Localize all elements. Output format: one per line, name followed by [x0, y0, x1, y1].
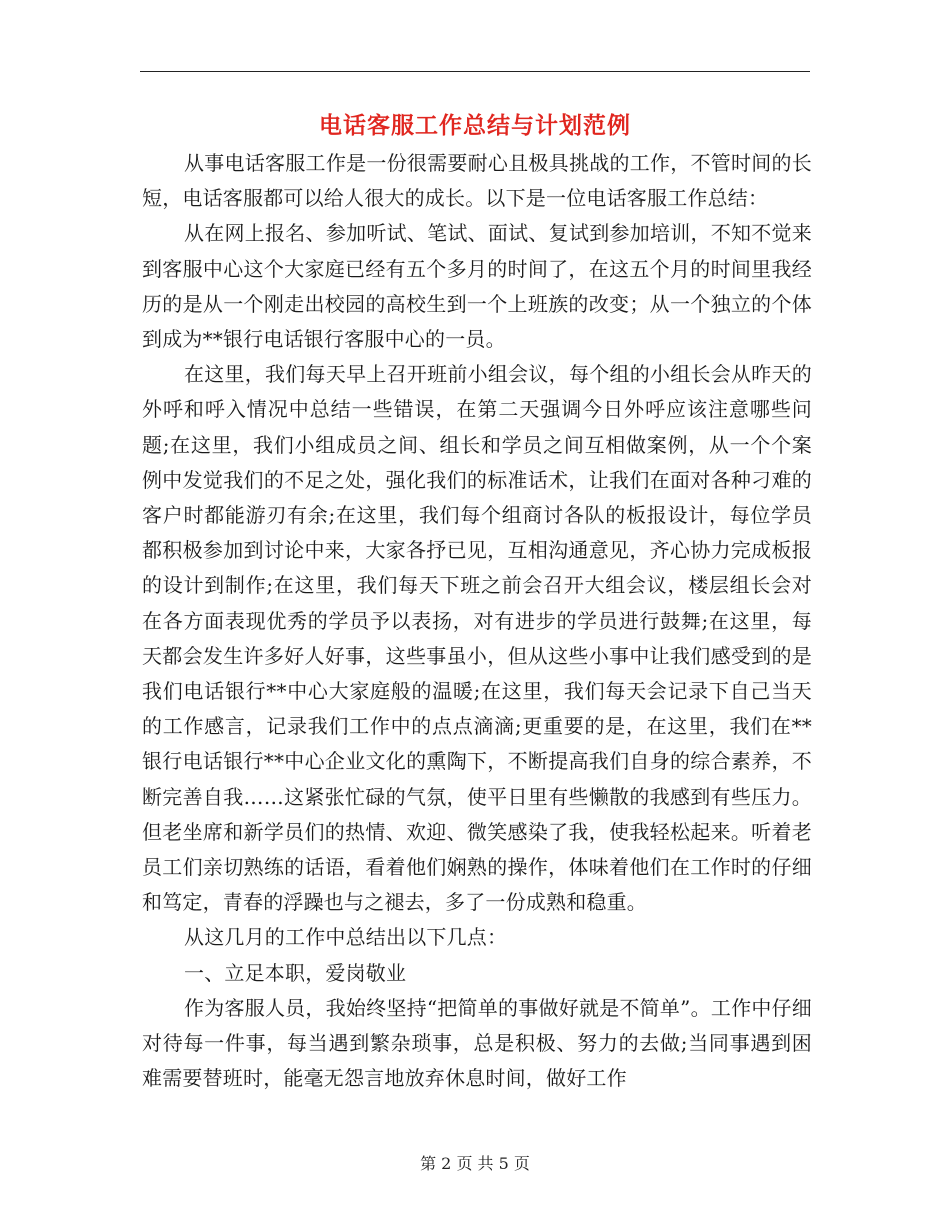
document-body	[142, 146, 812, 1096]
document-title: 电话客服工作总结与计划范例	[319, 112, 631, 139]
section-heading-1: 一、立足本职，爱岗敬业	[184, 960, 407, 985]
paragraph-summary-lead: 从这几月的工作中总结出以下几点：	[184, 925, 508, 950]
page-number: 第 2 页 共 5 页	[420, 1154, 530, 1173]
paragraph-section-1: 作为客服人员，我始终坚持“把简单的事做好就是不简单”。工作中仔细对待每一件事，每当遇到繁杂琐事，总是积极、努力的去做;当同事遇到困难需要替班时，能毫无怨言地放弃休息时间，做好工作	[142, 995, 812, 1091]
paragraph-intro: 从事电话客服工作是一份很需要耐心且极具挑战的工作，不管时间的长短，电话客服都可以给人很大的成长。以下是一位电话客服工作总结：	[142, 151, 812, 211]
paragraph-experience: 从在网上报名、参加听试、笔试、面试、复试到参加培训，不知不觉来到客服中心这个大家庭已经有五个多月的时间了，在这五个月的时间里我经历的是从一个刚走出校园的高校生到一个上班族的改变；从一个独立的个体到成为**银行电话银行客服中心的一员。	[142, 221, 812, 352]
header-rule	[140, 71, 810, 72]
paragraph-daily-work: 在这里，我们每天早上召开班前小组会议，每个组的小组长会从昨天的外呼和呼入情况中总结一些错误，在第二天强调今日外呼应该注意哪些问题;在这里，我们小组成员之间、组长和学员之间互相做案例，从一个个案例中发觉我们的不足之处，强化我们的标准话术，让我们在面对各种刁难的客户时都能游刃有余;在这里，我们每个组商讨各队的板报设计，每位学员都积极参加到讨论中来，大家各抒已见，互相沟通意见，齐心协力完成板报的设计到制作;在这里，我们每天下班之前会召开大组会议，楼层组长会对在各方面表现优秀的学员予以表扬，对有进步的学员进行鼓舞;在这里，每天都会发生许多好人好事，这些事虽小，但从这些小事中让我们感受到的是我们电话银行**中心大家庭般的温暖;在这里，我们每天会记录下自己当天的工作感言，记录我们工作中的点点滴滴;更重要的是，在这里，我们在**银行电话银行**中心企业文化的熏陶下，不断提高我们自身的综合素养，不断完善自我……这紧张忙碌的气氛，使平日里有些懒散的我感到有些压力。但老坐席和新学员们的热情、欢迎、微笑感染了我，使我轻松起来。听着老员工们亲切熟练的话语，看着他们娴熟的操作，体味着他们在工作时的仔细和笃定，青春的浮躁也与之褪去，多了一份成熟和稳重。	[142, 362, 812, 915]
